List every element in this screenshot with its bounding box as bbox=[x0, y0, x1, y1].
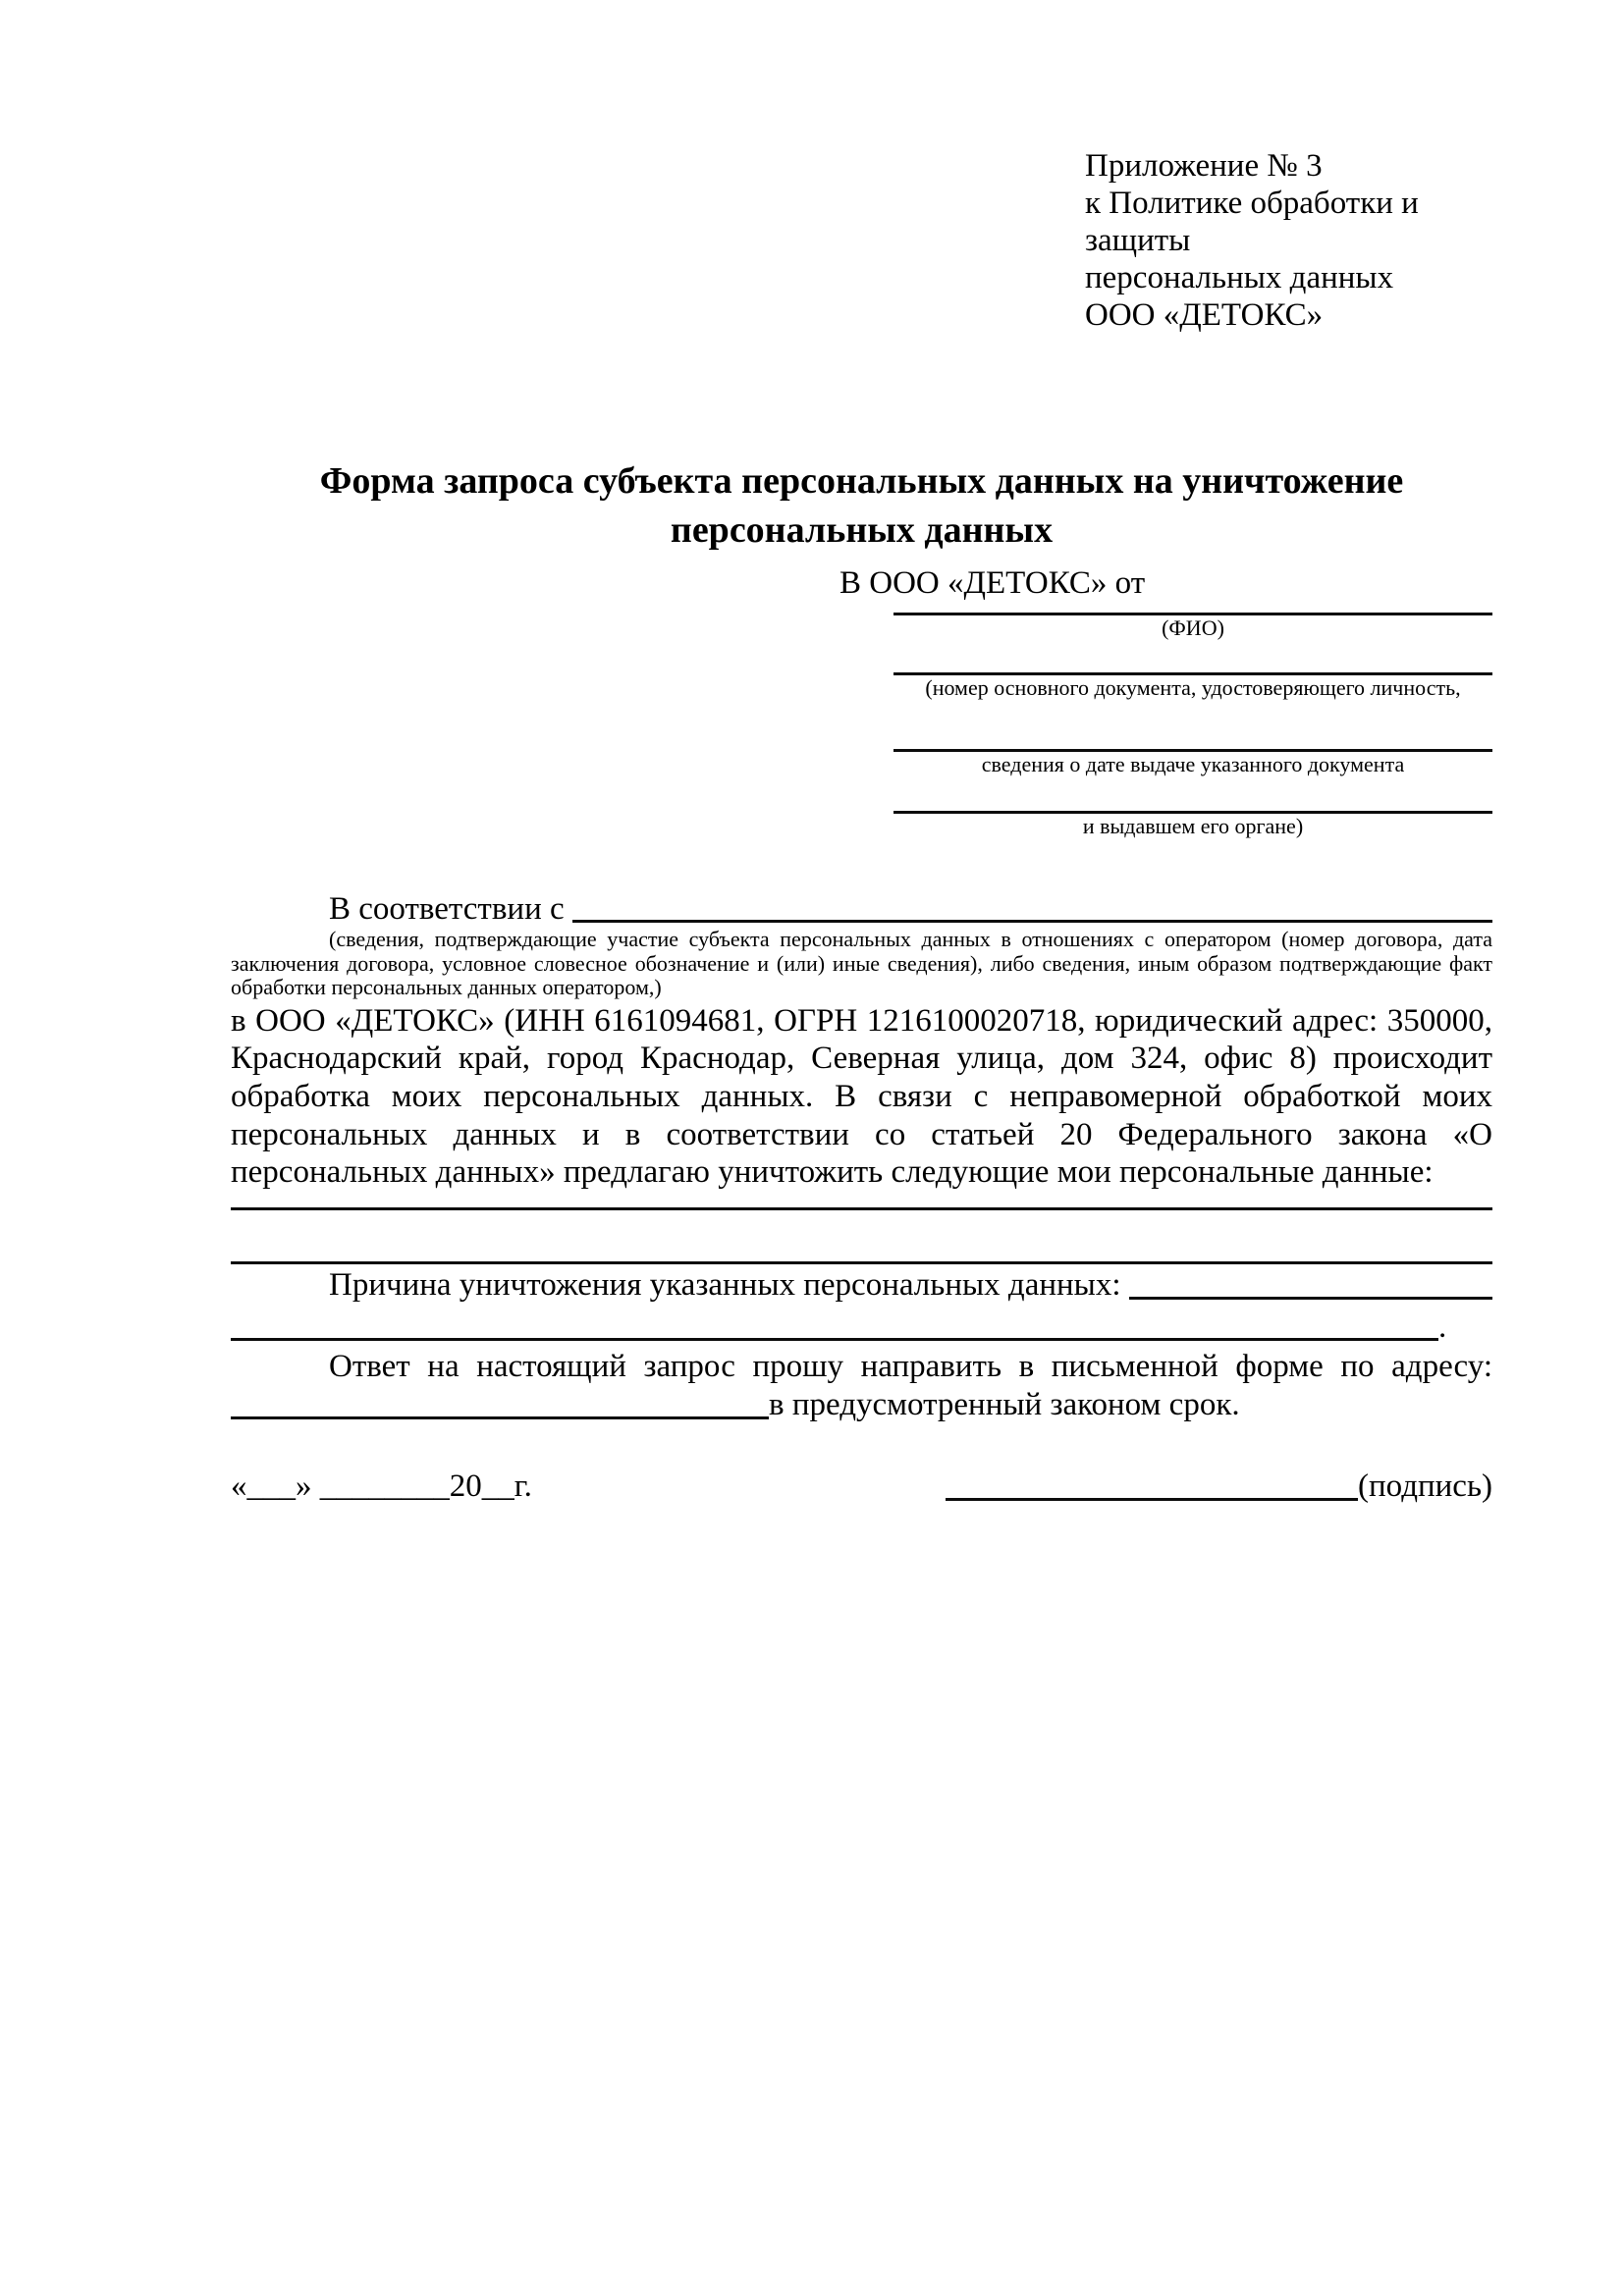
reply-tail-text: в предусмотренный законом срок. bbox=[769, 1387, 1240, 1423]
issue-date-caption: сведения о дате выдаче указанного документа bbox=[981, 752, 1405, 776]
appendix-line-3: персональных данных bbox=[1085, 260, 1394, 295]
date-line: «___» ________20__г. bbox=[231, 1468, 532, 1504]
date-signature-row bbox=[231, 1468, 1492, 1506]
reason-blank-line bbox=[1129, 1266, 1492, 1300]
document-title: Форма запроса субъекта персональных данных на уничтожение персональных данных bbox=[319, 460, 1404, 551]
fio-caption: (ФИО) bbox=[1162, 615, 1224, 640]
appendix-header bbox=[1085, 147, 1492, 334]
data-blank-line-1 bbox=[231, 1207, 1492, 1210]
accordance-line bbox=[231, 890, 1492, 928]
body-paragraph: в ООО «ДЕТОКС» (ИНН 6161094681, ОГРН 1216100020718, юридический адрес: 350000, Краснодарский край, город Краснодар, Северная улица, дом 324, офис 8) происходит обработка моих персональных данных. В связи с неправомерной обработкой моих персональных данных и в соответствии со статьей 20 Федерального закона «О персональных данных» предлагаю уничтожить следующие мои персональные данные: bbox=[231, 1002, 1492, 1191]
sentence-end-period: . bbox=[1438, 1308, 1447, 1345]
accordance-blank-line bbox=[572, 890, 1492, 923]
appendix-line-1: Приложение № 3 bbox=[1085, 148, 1323, 184]
reason-line bbox=[231, 1266, 1492, 1305]
appendix-line-4: ООО «ДЕТОКС» bbox=[1085, 297, 1324, 333]
doc-number-caption: (номер основного документа, удостоверяющего личность, bbox=[925, 675, 1461, 700]
accordance-note: (сведения, подтверждающие участие субъекта персональных данных в отношениях с оператором (номер договора, дата заключения договора, условное словесное обозначение и (или) иные сведения), либо сведения, иным образом подтверждающие факт обработки персональных данных оператором,) bbox=[231, 927, 1492, 999]
addressee-line: В ООО «ДЕТОКС» от bbox=[839, 565, 1146, 601]
issuer-caption: и выдавшем его органе) bbox=[1082, 814, 1304, 838]
reason-label: Причина уничтожения указанных персональных данных: bbox=[329, 1267, 1121, 1304]
appendix-line-2: к Политике обработки и защиты bbox=[1085, 186, 1419, 258]
doc-number-blank-line bbox=[893, 641, 1492, 675]
addressee-fill-in-block bbox=[893, 602, 1492, 839]
reason-blank-line-2 bbox=[231, 1308, 1438, 1342]
address-blank-line bbox=[231, 1386, 769, 1419]
reason-continuation-line bbox=[231, 1308, 1492, 1347]
issuer-blank-line bbox=[893, 777, 1492, 814]
issue-date-blank-line bbox=[893, 701, 1492, 752]
reply-address-line bbox=[231, 1386, 1492, 1424]
signature-group bbox=[946, 1468, 1492, 1506]
reply-request-line: Ответ на настоящий запрос прошу направить в письменной форме по адресу: bbox=[329, 1349, 1492, 1385]
signature-caption: (подпись) bbox=[1358, 1468, 1492, 1504]
fio-blank-line bbox=[893, 602, 1492, 615]
signature-blank-line bbox=[946, 1468, 1358, 1501]
accordance-lead-text: В соответствии с bbox=[329, 891, 565, 927]
data-blank-line-2 bbox=[231, 1261, 1492, 1264]
